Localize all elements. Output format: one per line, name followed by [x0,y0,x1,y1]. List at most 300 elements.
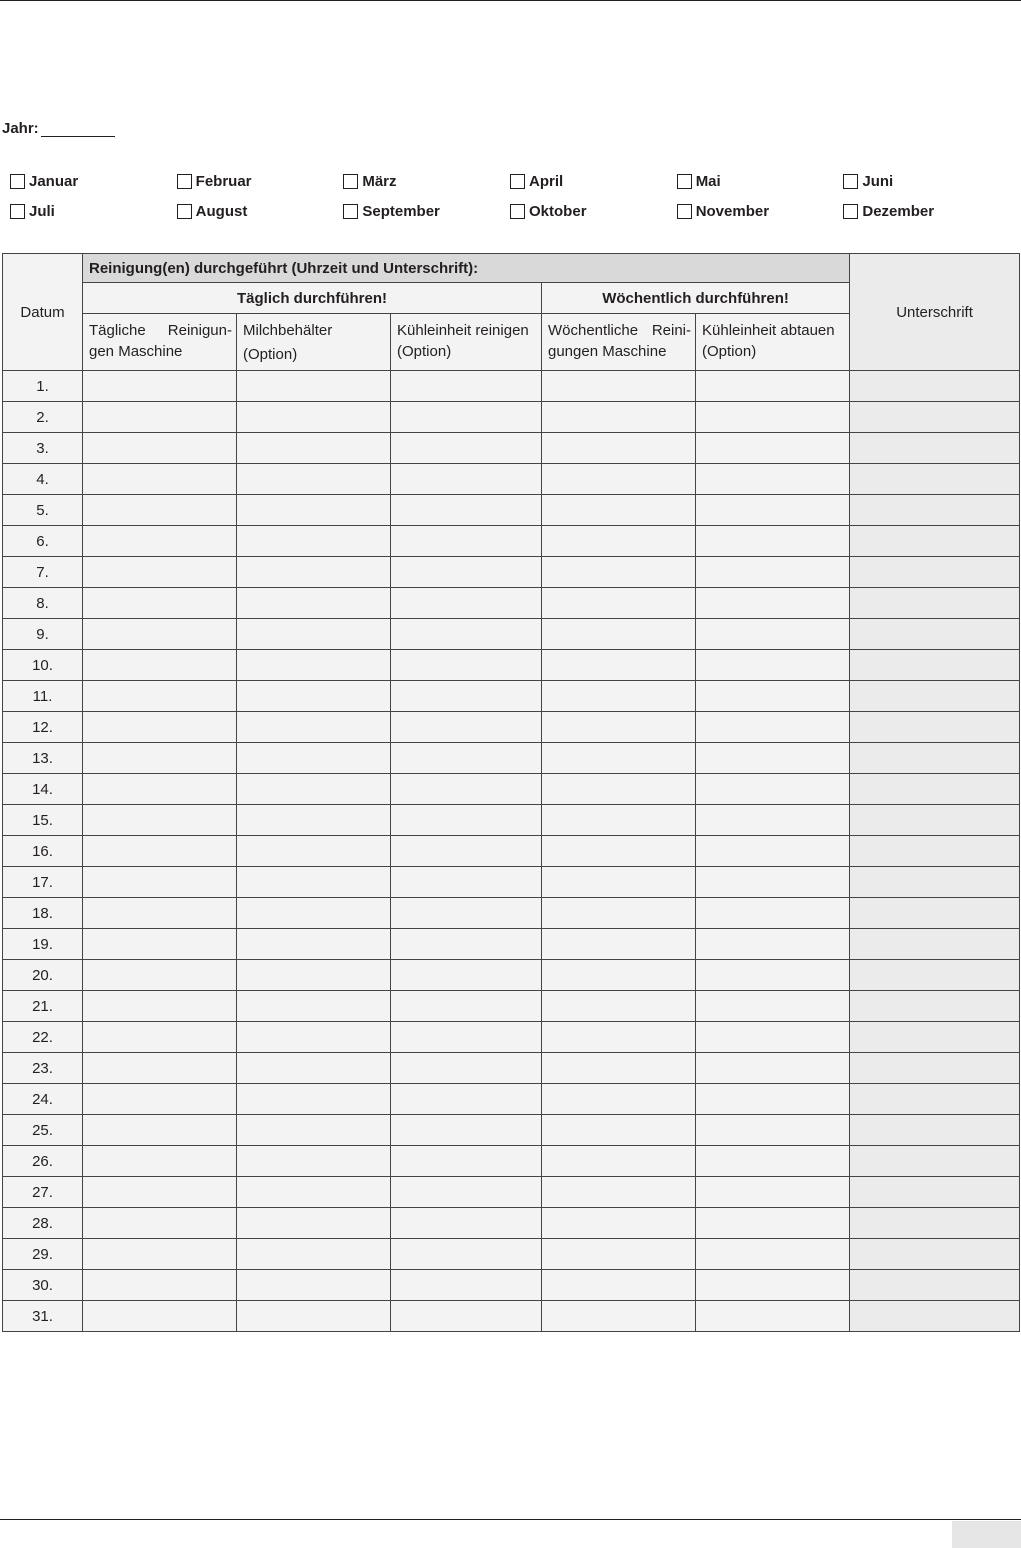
entry-cell-cooling-defrost[interactable] [696,712,850,743]
entry-cell-milk-container[interactable] [237,464,391,495]
day-number: 17. [3,867,83,898]
signature-cell[interactable] [850,650,1020,681]
entry-cell-cooling-clean[interactable] [391,1022,542,1053]
entry-cell-cooling-defrost[interactable] [696,1146,850,1177]
month-option-juli[interactable] [10,196,177,226]
table-row [3,681,1020,712]
entry-cell-weekly-machine[interactable] [542,1115,696,1146]
entry-cell-milk-container[interactable] [237,712,391,743]
entry-cell-weekly-machine[interactable] [542,526,696,557]
entry-cell-daily-machine[interactable] [83,495,237,526]
entry-cell-cooling-defrost[interactable] [696,1177,850,1208]
month-label: August [195,202,248,220]
day-number: 7. [3,557,83,588]
entry-cell-cooling-defrost[interactable] [696,805,850,836]
entry-cell-daily-machine[interactable] [83,1053,237,1084]
entry-cell-milk-container[interactable] [237,371,391,402]
month-option-dezember[interactable] [843,196,1010,226]
day-number: 31. [3,1301,83,1332]
entry-cell-milk-container[interactable] [237,526,391,557]
entry-cell-daily-machine[interactable] [83,1239,237,1270]
entry-cell-milk-container[interactable] [237,588,391,619]
entry-cell-weekly-machine[interactable] [542,1177,696,1208]
entry-cell-cooling-defrost[interactable] [696,681,850,712]
entry-cell-cooling-clean[interactable] [391,805,542,836]
month-option-mai[interactable] [677,166,844,196]
day-number: 6. [3,526,83,557]
col-milk-container [237,314,391,371]
entry-cell-cooling-defrost[interactable] [696,619,850,650]
signature-cell[interactable] [850,1208,1020,1239]
entry-cell-milk-container[interactable] [237,433,391,464]
entry-cell-daily-machine[interactable] [83,774,237,805]
entry-cell-milk-container[interactable] [237,929,391,960]
entry-cell-cooling-defrost[interactable] [696,526,850,557]
signature-cell[interactable] [850,960,1020,991]
day-number: 2. [3,402,83,433]
entry-cell-cooling-clean[interactable] [391,1177,542,1208]
entry-cell-weekly-machine[interactable] [542,836,696,867]
entry-cell-weekly-machine[interactable] [542,464,696,495]
entry-cell-weekly-machine[interactable] [542,1146,696,1177]
checkbox-icon[interactable] [10,204,25,219]
entry-cell-daily-machine[interactable] [83,929,237,960]
signature-cell[interactable] [850,805,1020,836]
entry-cell-weekly-machine[interactable] [542,402,696,433]
entry-cell-daily-machine[interactable] [83,650,237,681]
day-number: 12. [3,712,83,743]
table-row [3,557,1020,588]
table-row [3,867,1020,898]
year-input-line[interactable] [41,116,115,137]
entry-cell-milk-container[interactable] [237,991,391,1022]
month-label: Januar [29,172,79,190]
month-option-januar[interactable] [10,166,177,196]
entry-cell-milk-container[interactable] [237,650,391,681]
entry-cell-cooling-clean[interactable] [391,1053,542,1084]
entry-cell-milk-container[interactable] [237,1115,391,1146]
entry-cell-cooling-clean[interactable] [391,774,542,805]
month-option-oktober[interactable] [510,196,677,226]
entry-cell-cooling-clean[interactable] [391,464,542,495]
entry-cell-milk-container[interactable] [237,743,391,774]
entry-cell-cooling-defrost[interactable] [696,1270,850,1301]
col-weekly-machine [542,314,696,371]
entry-cell-cooling-defrost[interactable] [696,898,850,929]
table-row [3,898,1020,929]
log-body [3,371,1020,1332]
signature-cell[interactable] [850,619,1020,650]
signature-cell[interactable] [850,1177,1020,1208]
entry-cell-cooling-clean[interactable] [391,1239,542,1270]
signature-cell[interactable] [850,712,1020,743]
entry-cell-cooling-clean[interactable] [391,1146,542,1177]
entry-cell-weekly-machine[interactable] [542,650,696,681]
col-cooling-clean-label: Kühleinheit reinigen (Option) [397,322,529,360]
entry-cell-milk-container[interactable] [237,1239,391,1270]
entry-cell-daily-machine[interactable] [83,1146,237,1177]
page-number-tab [952,1521,1021,1548]
entry-cell-cooling-clean[interactable] [391,495,542,526]
checkbox-icon[interactable] [343,204,358,219]
entry-cell-cooling-clean[interactable] [391,371,542,402]
checkbox-icon[interactable] [677,174,692,189]
entry-cell-cooling-clean[interactable] [391,836,542,867]
table-row [3,619,1020,650]
entry-cell-cooling-defrost[interactable] [696,1208,850,1239]
table-row [3,991,1020,1022]
table-row [3,1239,1020,1270]
month-option-november[interactable] [677,196,844,226]
entry-cell-weekly-machine[interactable] [542,991,696,1022]
entry-cell-milk-container[interactable] [237,898,391,929]
month-label: Oktober [529,202,587,220]
entry-cell-cooling-clean[interactable] [391,1301,542,1332]
entry-cell-cooling-clean[interactable] [391,960,542,991]
entry-cell-milk-container[interactable] [237,1084,391,1115]
entry-cell-daily-machine[interactable] [83,1208,237,1239]
entry-cell-cooling-clean[interactable] [391,898,542,929]
table-row [3,526,1020,557]
checkbox-icon[interactable] [843,204,858,219]
signature-cell[interactable] [850,743,1020,774]
month-label: April [529,172,564,190]
entry-cell-cooling-clean[interactable] [391,1270,542,1301]
entry-cell-weekly-machine[interactable] [542,1208,696,1239]
signature-cell[interactable] [850,1022,1020,1053]
entry-cell-weekly-machine[interactable] [542,433,696,464]
day-number: 4. [3,464,83,495]
entry-cell-weekly-machine[interactable] [542,1270,696,1301]
day-number: 22. [3,1022,83,1053]
checkbox-icon[interactable] [677,204,692,219]
entry-cell-milk-container[interactable] [237,495,391,526]
day-number: 24. [3,1084,83,1115]
signature-cell[interactable] [850,1239,1020,1270]
entry-cell-milk-container[interactable] [237,1208,391,1239]
table-row [3,1084,1020,1115]
entry-cell-daily-machine[interactable] [83,619,237,650]
entry-cell-weekly-machine[interactable] [542,495,696,526]
month-label: September [362,202,440,220]
signature-cell[interactable] [850,867,1020,898]
entry-cell-weekly-machine[interactable] [542,557,696,588]
entry-cell-daily-machine[interactable] [83,743,237,774]
checkbox-icon[interactable] [177,174,192,189]
month-option-juni[interactable] [843,166,1010,196]
signature-cell[interactable] [850,495,1020,526]
entry-cell-weekly-machine[interactable] [542,1239,696,1270]
day-number: 3. [3,433,83,464]
signature-cell[interactable] [850,929,1020,960]
entry-cell-daily-machine[interactable] [83,588,237,619]
day-number: 25. [3,1115,83,1146]
month-option-februar[interactable] [177,166,344,196]
col-cooling-defrost [696,314,850,371]
entry-cell-milk-container[interactable] [237,557,391,588]
day-number: 27. [3,1177,83,1208]
table-row [3,1177,1020,1208]
col-daily-machine-label: Tägliche Reinigun-gen Maschine [89,322,232,360]
col-milk-container-label: Milchbehälter [243,322,333,339]
datum-header: Datum [3,254,83,371]
month-label: Juni [862,172,894,190]
entry-cell-cooling-defrost[interactable] [696,1239,850,1270]
entry-cell-cooling-defrost[interactable] [696,1115,850,1146]
entry-cell-cooling-defrost[interactable] [696,1301,850,1332]
table-row [3,1146,1020,1177]
month-label: Februar [195,172,252,190]
day-number: 8. [3,588,83,619]
table-row [3,1022,1020,1053]
entry-cell-weekly-machine[interactable] [542,929,696,960]
entry-cell-cooling-clean[interactable] [391,929,542,960]
signature-cell[interactable] [850,402,1020,433]
month-label: Dezember [862,202,935,220]
day-number: 23. [3,1053,83,1084]
entry-cell-milk-container[interactable] [237,1177,391,1208]
entry-cell-milk-container[interactable] [237,402,391,433]
table-row [3,464,1020,495]
entry-cell-cooling-clean[interactable] [391,650,542,681]
entry-cell-daily-machine[interactable] [83,1270,237,1301]
table-row [3,805,1020,836]
cleaning-log-table [2,253,1020,1332]
entry-cell-daily-machine[interactable] [83,1022,237,1053]
month-row [10,196,1010,226]
col-weekly-machine-label: Wöchentliche Reini-gungen Maschine [548,322,691,360]
entry-cell-weekly-machine[interactable] [542,867,696,898]
checkbox-icon[interactable] [177,204,192,219]
checkbox-icon[interactable] [510,174,525,189]
entry-cell-cooling-defrost[interactable] [696,402,850,433]
entry-cell-daily-machine[interactable] [83,805,237,836]
month-label: November [695,202,770,220]
entry-cell-cooling-defrost[interactable] [696,743,850,774]
day-number: 13. [3,743,83,774]
entry-cell-milk-container[interactable] [237,1022,391,1053]
signature-cell[interactable] [850,681,1020,712]
signature-cell[interactable] [850,526,1020,557]
day-number: 20. [3,960,83,991]
signature-cell[interactable] [850,588,1020,619]
entry-cell-milk-container[interactable] [237,774,391,805]
entry-cell-cooling-defrost[interactable] [696,929,850,960]
month-option-maerz[interactable] [343,166,510,196]
entry-cell-milk-container[interactable] [237,1270,391,1301]
entry-cell-milk-container[interactable] [237,805,391,836]
day-number: 11. [3,681,83,712]
entry-cell-daily-machine[interactable] [83,371,237,402]
entry-cell-cooling-defrost[interactable] [696,774,850,805]
year-field [2,116,115,137]
entry-cell-cooling-clean[interactable] [391,867,542,898]
checkbox-icon[interactable] [10,174,25,189]
entry-cell-cooling-defrost[interactable] [696,433,850,464]
entry-cell-daily-machine[interactable] [83,960,237,991]
entry-cell-cooling-clean[interactable] [391,681,542,712]
entry-cell-milk-container[interactable] [237,960,391,991]
day-number: 10. [3,650,83,681]
entry-cell-cooling-defrost[interactable] [696,1053,850,1084]
entry-cell-weekly-machine[interactable] [542,588,696,619]
entry-cell-weekly-machine[interactable] [542,898,696,929]
entry-cell-cooling-defrost[interactable] [696,557,850,588]
entry-cell-weekly-machine[interactable] [542,1301,696,1332]
col-daily-machine [83,314,237,371]
entry-cell-cooling-defrost[interactable] [696,495,850,526]
day-number: 15. [3,805,83,836]
entry-cell-milk-container[interactable] [237,867,391,898]
entry-cell-cooling-defrost[interactable] [696,464,850,495]
entry-cell-daily-machine[interactable] [83,464,237,495]
entry-cell-weekly-machine[interactable] [542,1022,696,1053]
day-number: 19. [3,929,83,960]
entry-cell-daily-machine[interactable] [83,991,237,1022]
entry-cell-cooling-defrost[interactable] [696,867,850,898]
table-row [3,402,1020,433]
entry-cell-daily-machine[interactable] [83,1084,237,1115]
month-label: März [362,172,397,190]
entry-cell-weekly-machine[interactable] [542,1084,696,1115]
checkbox-icon[interactable] [510,204,525,219]
entry-cell-milk-container[interactable] [237,1053,391,1084]
entry-cell-weekly-machine[interactable] [542,805,696,836]
signature-cell[interactable] [850,991,1020,1022]
table-row [3,774,1020,805]
entry-cell-milk-container[interactable] [237,1146,391,1177]
signature-cell[interactable] [850,1115,1020,1146]
top-rule [0,0,1021,1]
entry-cell-daily-machine[interactable] [83,898,237,929]
entry-cell-cooling-clean[interactable] [391,433,542,464]
month-row [10,166,1010,196]
entry-cell-cooling-clean[interactable] [391,1115,542,1146]
month-option-august[interactable] [177,196,344,226]
entry-cell-cooling-clean[interactable] [391,712,542,743]
day-number: 18. [3,898,83,929]
day-number: 30. [3,1270,83,1301]
signature-cell[interactable] [850,1301,1020,1332]
cleaning-done-header: Reinigung(en) durchgeführt (Uhrzeit und Unterschrift): [83,254,850,283]
entry-cell-weekly-machine[interactable] [542,371,696,402]
day-number: 5. [3,495,83,526]
entry-cell-cooling-clean[interactable] [391,619,542,650]
entry-cell-cooling-defrost[interactable] [696,836,850,867]
entry-cell-cooling-clean[interactable] [391,526,542,557]
entry-cell-daily-machine[interactable] [83,1177,237,1208]
table-row [3,371,1020,402]
entry-cell-cooling-clean[interactable] [391,991,542,1022]
entry-cell-cooling-defrost[interactable] [696,371,850,402]
day-number: 1. [3,371,83,402]
entry-cell-milk-container[interactable] [237,836,391,867]
month-option-september[interactable] [343,196,510,226]
checkbox-icon[interactable] [343,174,358,189]
signature-cell[interactable] [850,836,1020,867]
month-option-april[interactable] [510,166,677,196]
day-number: 29. [3,1239,83,1270]
signature-cell[interactable] [850,371,1020,402]
weekly-header: Wöchentlich durchführen! [542,283,850,314]
entry-cell-cooling-defrost[interactable] [696,1084,850,1115]
col-cooling-clean [391,314,542,371]
entry-cell-weekly-machine[interactable] [542,743,696,774]
day-number: 9. [3,619,83,650]
entry-cell-cooling-defrost[interactable] [696,1022,850,1053]
table-row [3,1115,1020,1146]
entry-cell-cooling-defrost[interactable] [696,960,850,991]
table-row [3,433,1020,464]
table-row [3,929,1020,960]
entry-cell-cooling-clean[interactable] [391,557,542,588]
entry-cell-daily-machine[interactable] [83,681,237,712]
entry-cell-weekly-machine[interactable] [542,1053,696,1084]
entry-cell-daily-machine[interactable] [83,433,237,464]
signature-cell[interactable] [850,1084,1020,1115]
entry-cell-cooling-clean[interactable] [391,1084,542,1115]
table-row [3,1270,1020,1301]
entry-cell-milk-container[interactable] [237,681,391,712]
month-label: Mai [695,172,721,190]
day-number: 28. [3,1208,83,1239]
table-row [3,650,1020,681]
entry-cell-weekly-machine[interactable] [542,960,696,991]
signature-cell[interactable] [850,898,1020,929]
day-number: 21. [3,991,83,1022]
entry-cell-weekly-machine[interactable] [542,712,696,743]
entry-cell-milk-container[interactable] [237,1301,391,1332]
entry-cell-daily-machine[interactable] [83,712,237,743]
entry-cell-daily-machine[interactable] [83,836,237,867]
table-row [3,1301,1020,1332]
signature-cell[interactable] [850,1053,1020,1084]
table-row [3,495,1020,526]
entry-cell-daily-machine[interactable] [83,557,237,588]
table-row [3,1053,1020,1084]
signature-cell[interactable] [850,433,1020,464]
signature-cell[interactable] [850,464,1020,495]
entry-cell-cooling-defrost[interactable] [696,991,850,1022]
month-label: Juli [29,202,55,220]
signature-cell[interactable] [850,1146,1020,1177]
entry-cell-daily-machine[interactable] [83,526,237,557]
entry-cell-weekly-machine[interactable] [542,619,696,650]
entry-cell-daily-machine[interactable] [83,402,237,433]
entry-cell-daily-machine[interactable] [83,1301,237,1332]
entry-cell-cooling-clean[interactable] [391,743,542,774]
table-row [3,743,1020,774]
entry-cell-weekly-machine[interactable] [542,774,696,805]
signature-cell[interactable] [850,1270,1020,1301]
entry-cell-cooling-clean[interactable] [391,588,542,619]
entry-cell-milk-container[interactable] [237,619,391,650]
entry-cell-weekly-machine[interactable] [542,681,696,712]
entry-cell-cooling-defrost[interactable] [696,650,850,681]
signature-cell[interactable] [850,557,1020,588]
entry-cell-cooling-clean[interactable] [391,1208,542,1239]
entry-cell-daily-machine[interactable] [83,1115,237,1146]
signature-cell[interactable] [850,774,1020,805]
entry-cell-daily-machine[interactable] [83,867,237,898]
day-number: 16. [3,836,83,867]
bottom-rule [0,1519,1021,1520]
entry-cell-cooling-clean[interactable] [391,402,542,433]
checkbox-icon[interactable] [843,174,858,189]
entry-cell-cooling-defrost[interactable] [696,588,850,619]
year-label: Jahr: [2,120,39,137]
table-row [3,588,1020,619]
